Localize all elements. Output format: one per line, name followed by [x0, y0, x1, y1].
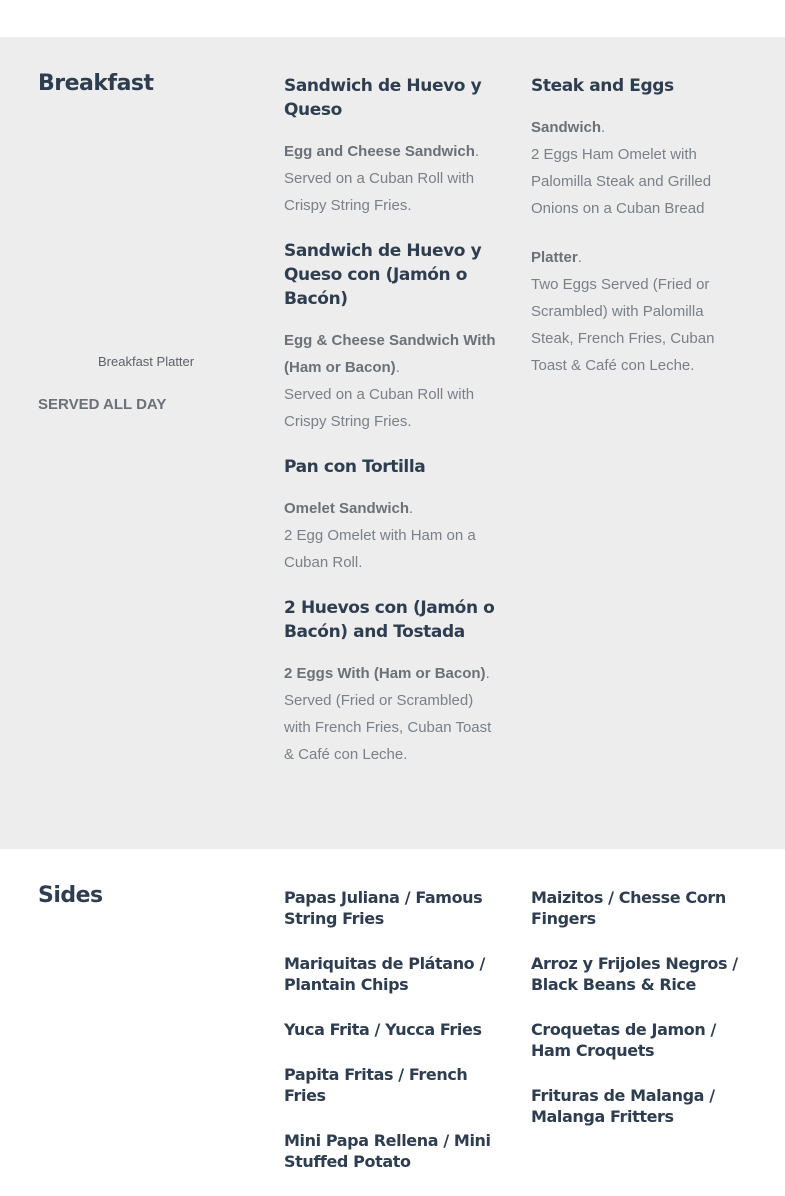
side-item: Maizitos / Chesse Corn Fingers: [531, 888, 726, 928]
side-item: Croquetas de Jamon / Ham Croquets: [531, 1020, 716, 1060]
menu-item-subtitle: Egg and Cheese Sandwich.: [284, 143, 480, 160]
breakfast-section: [0, 37, 785, 849]
menu-item: [284, 239, 499, 435]
breakfast-column-middle: [284, 74, 499, 788]
menu-item: [284, 74, 499, 219]
menu-item-subtitle: 2 Eggs With (Ham or Bacon).: [284, 665, 490, 682]
sides-section: [0, 849, 785, 1171]
breakfast-column-right: [531, 74, 746, 379]
steak-and-eggs-title: Steak and Eggs: [531, 76, 674, 96]
side-item: Papas Juliana / Famous String Fries: [284, 888, 483, 928]
sides-column-right: [531, 887, 756, 1151]
served-all-day-label: SERVED ALL DAY: [38, 396, 167, 413]
top-band: [0, 0, 785, 37]
side-item: Mini Papa Rellena / Mini Stuffed Potato: [284, 1131, 491, 1171]
breakfast-title: Breakfast: [38, 71, 154, 96]
side-item: Frituras de Malanga / Malanga Fritters: [531, 1086, 715, 1126]
menu-item-title: Pan con Tortilla: [284, 457, 426, 477]
menu-item-description: Served on a Cuban Roll with Crispy String Fries.: [284, 386, 475, 430]
menu-item-title: 2 Huevos con (Jamón o Bacón) and Tostada: [284, 598, 495, 642]
menu-item: [284, 455, 499, 576]
menu-item-subtitle: Omelet Sandwich.: [284, 500, 414, 517]
menu-item-title: Sandwich de Huevo y Queso con (Jamón o Bacón): [284, 241, 482, 309]
sides-title: Sides: [38, 883, 103, 908]
menu-item-description: Served (Fried or Scrambled) with French Fries, Cuban Toast & Café con Leche.: [284, 692, 492, 763]
breakfast-image-caption: Breakfast Platter: [98, 354, 195, 369]
sides-column-middle: [284, 887, 509, 1196]
menu-item-description: Two Eggs Served (Fried or Scrambled) with Palomilla Steak, French Fries, Cuban Toast & Café con Leche.: [531, 276, 715, 374]
menu-item-subtitle: Egg & Cheese Sandwich With (Ham or Bacon).: [284, 332, 496, 376]
side-item: Mariquitas de Plátano / Plantain Chips: [284, 954, 485, 994]
menu-item-description: Served on a Cuban Roll with Crispy String Fries.: [284, 170, 475, 214]
menu-item-description: 2 Eggs Ham Omelet with Palomilla Steak and Grilled Onions on a Cuban Bread: [531, 146, 712, 217]
side-item: Yuca Frita / Yucca Fries: [284, 1020, 482, 1039]
side-item: Arroz y Frijoles Negros / Black Beans & Rice: [531, 954, 738, 994]
side-item: Papita Fritas / French Fries: [284, 1065, 468, 1105]
menu-item-subtitle: Sandwich.: [531, 119, 606, 136]
menu-item-description: 2 Egg Omelet with Ham on a Cuban Roll.: [284, 527, 476, 571]
menu-item: [284, 596, 499, 768]
menu-item-subtitle: Platter.: [531, 249, 582, 266]
menu-item-title: Sandwich de Huevo y Queso: [284, 76, 482, 120]
